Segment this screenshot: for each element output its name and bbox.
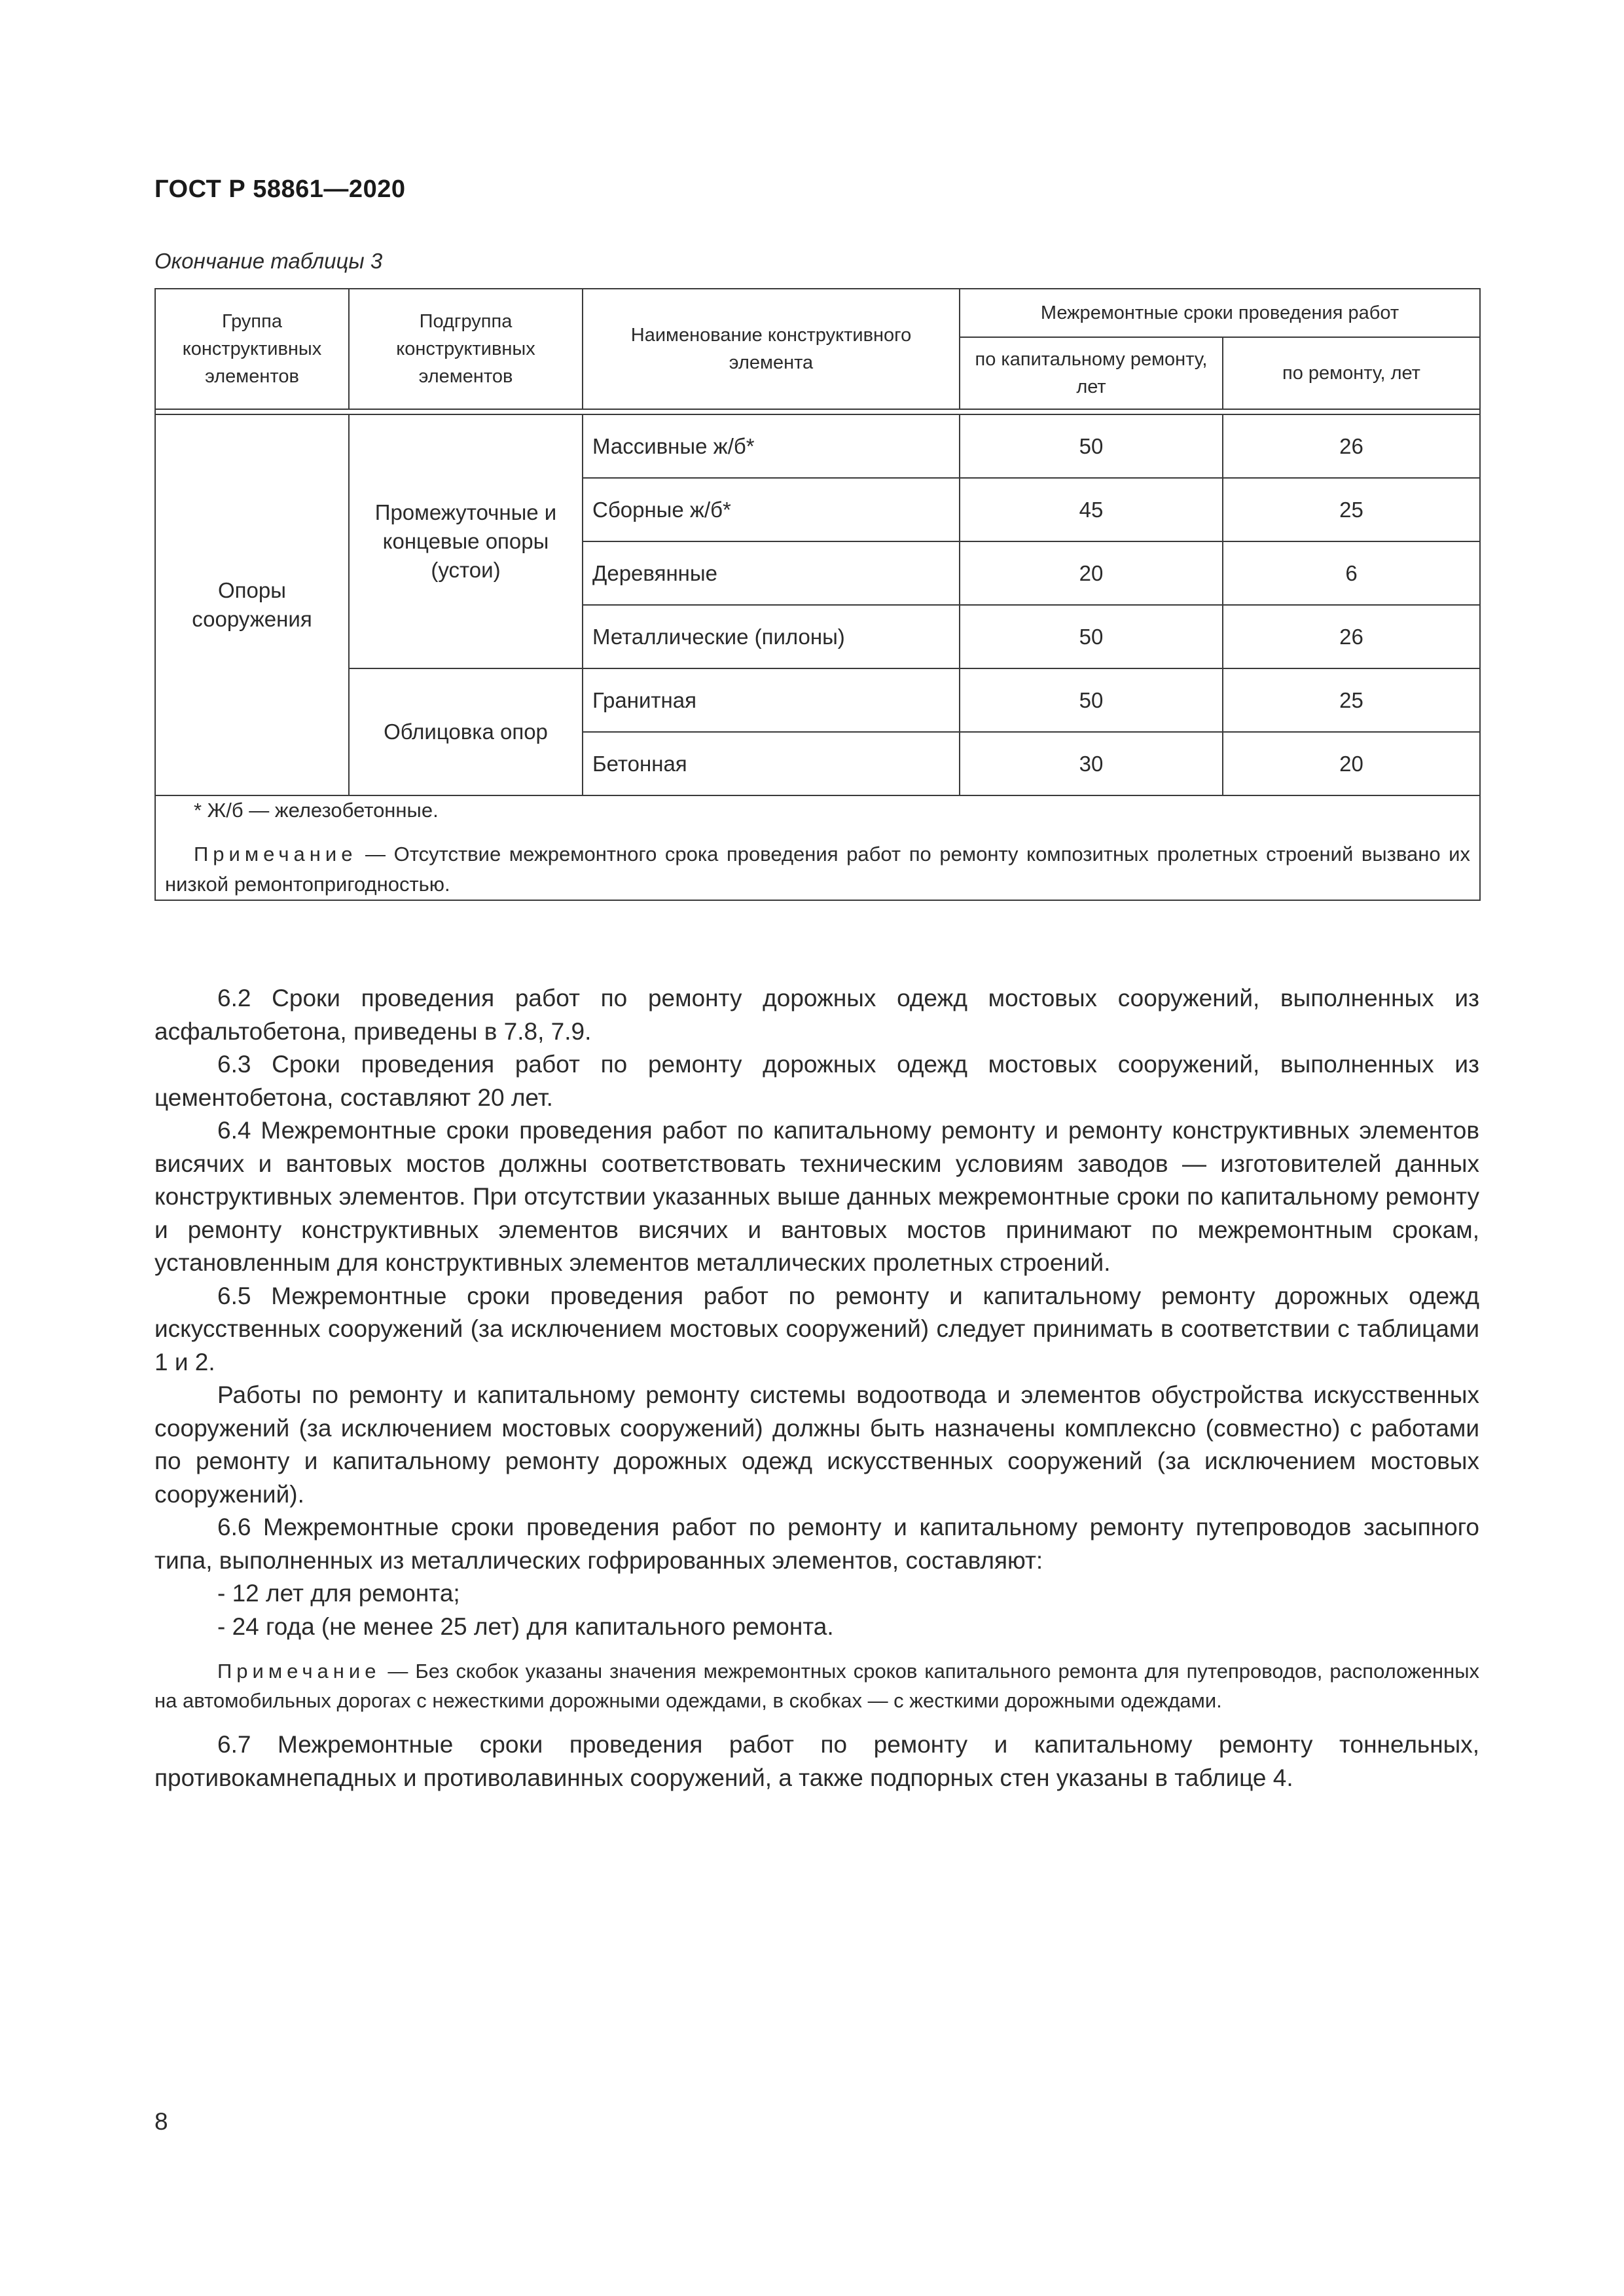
footnote: * Ж/б — железобетонные. — [194, 799, 439, 822]
standard-code: ГОСТ Р 58861—2020 — [154, 175, 406, 203]
header-intervals: Межремонтные сроки проведения работ — [960, 289, 1480, 337]
header-separator — [155, 409, 1480, 414]
paragraph-6-4: 6.4 Межремонтные сроки проведения работ по капитальному ремонту и ремонту конструктивных элементов висячих и вантовых мостов должны соответствовать техническим условиям заводов — изготовителей данных конструктивных элементов. При отсутствии указанных выше данных межремонтные сроки по капитальному ремонту и ремонту конструктивных элементов висячих и вантовых мостов принимают по межремонтным срокам, установленным для конструктивных элементов металлических пролетных строений. — [154, 1117, 1479, 1276]
list-item: - 12 лет для ремонта; — [217, 1580, 460, 1607]
note-text: — Отсутствие межремонтного срока проведения работ по ремонту композитных пролетных строений вызвано их низкой ремонтопригодностью. — [165, 843, 1470, 896]
element-cell: Массивные ж/б* — [583, 414, 960, 478]
capital-cell: 45 — [960, 478, 1223, 541]
element-cell: Бетонная — [583, 732, 960, 795]
note-label: Примечание — [217, 1660, 381, 1683]
repair-cell: 25 — [1223, 668, 1480, 732]
header-repair: по ремонту, лет — [1223, 337, 1480, 409]
group-cell: Опоры сооружения — [155, 414, 349, 795]
repair-cell: 25 — [1223, 478, 1480, 541]
paragraph-6-5: 6.5 Межремонтные сроки проведения работ по ремонту и капитальному ремонту дорожных одежд искусственных сооружений (за исключением мостовых сооружений) следует принимать в соответствии с таблицами 1 и 2. — [154, 1282, 1479, 1376]
intervals-table — [154, 288, 1481, 901]
table-row — [155, 668, 1480, 732]
table-note — [165, 839, 1470, 900]
capital-cell: 30 — [960, 732, 1223, 795]
header-subgroup: Подгруппа конструктивных элементов — [349, 289, 583, 409]
table-footnotes — [155, 795, 1480, 900]
paragraph-6-3: 6.3 Сроки проведения работ по ремонту дорожных одежд мостовых сооружений, выполненных из цементобетона, составляют 20 лет. — [154, 1051, 1479, 1111]
page-number: 8 — [154, 2108, 168, 2135]
paragraph-6-6: 6.6 Межремонтные сроки проведения работ по ремонту и капитальному ремонту путепроводов засыпного типа, выполненных из металлических гофрированных элементов, составляют: — [154, 1514, 1479, 1574]
capital-cell: 20 — [960, 541, 1223, 605]
subgroup-cell: Облицовка опор — [349, 668, 583, 795]
header-capital-repair: по капитальному ремонту, лет — [960, 337, 1223, 409]
paragraph-6-2: 6.2 Сроки проведения работ по ремонту дорожных одежд мостовых сооружений, выполненных из асфальтобетона, приведены в 7.8, 7.9. — [154, 985, 1479, 1045]
paragraph-6-5-cont: Работы по ремонту и капитальному ремонту системы водоотвода и элементов обустройства искусственных сооружений (за исключением мостовых сооружений) должны быть назначены комплексно (совместно) с работами по ремонту и капитальному ремонту дорожных одежд искусственных сооружений (за исключением мостовых сооружений). — [154, 1381, 1479, 1508]
repair-cell: 26 — [1223, 605, 1480, 668]
element-cell: Сборные ж/б* — [583, 478, 960, 541]
table-caption: Окончание таблицы 3 — [154, 249, 383, 273]
capital-cell: 50 — [960, 414, 1223, 478]
element-cell: Гранитная — [583, 668, 960, 732]
header-element-name: Наименование конструктивного элемента — [583, 289, 960, 409]
paragraph-note — [154, 1656, 1479, 1715]
note-label: Примечание — [194, 843, 357, 866]
capital-cell: 50 — [960, 668, 1223, 732]
repair-cell: 20 — [1223, 732, 1480, 795]
paragraph-6-7: 6.7 Межремонтные сроки проведения работ по ремонту и капитальному ремонту тоннельных, противокамнепадных и противолавинных сооружений, а также подпорных стен указаны в таблице 4. — [154, 1731, 1479, 1791]
repair-cell: 26 — [1223, 414, 1480, 478]
header-group: Группа конструктивных элементов — [155, 289, 349, 409]
list-item: - 24 года (не менее 25 лет) для капитального ремонта. — [217, 1613, 834, 1640]
table-row — [155, 414, 1480, 478]
capital-cell: 50 — [960, 605, 1223, 668]
note-text: — Без скобок указаны значения межремонтных сроков капитального ремонта для путепроводов, расположенных на автомобильных дорогах с нежесткими дорожными одеждами, в скобках — с жесткими дорожными одеждами. — [154, 1660, 1479, 1712]
body-text — [154, 982, 1479, 1795]
subgroup-cell: Промежуточные и концевые опоры (устои) — [349, 414, 583, 668]
repair-cell: 6 — [1223, 541, 1480, 605]
element-cell: Металлические (пилоны) — [583, 605, 960, 668]
element-cell: Деревянные — [583, 541, 960, 605]
